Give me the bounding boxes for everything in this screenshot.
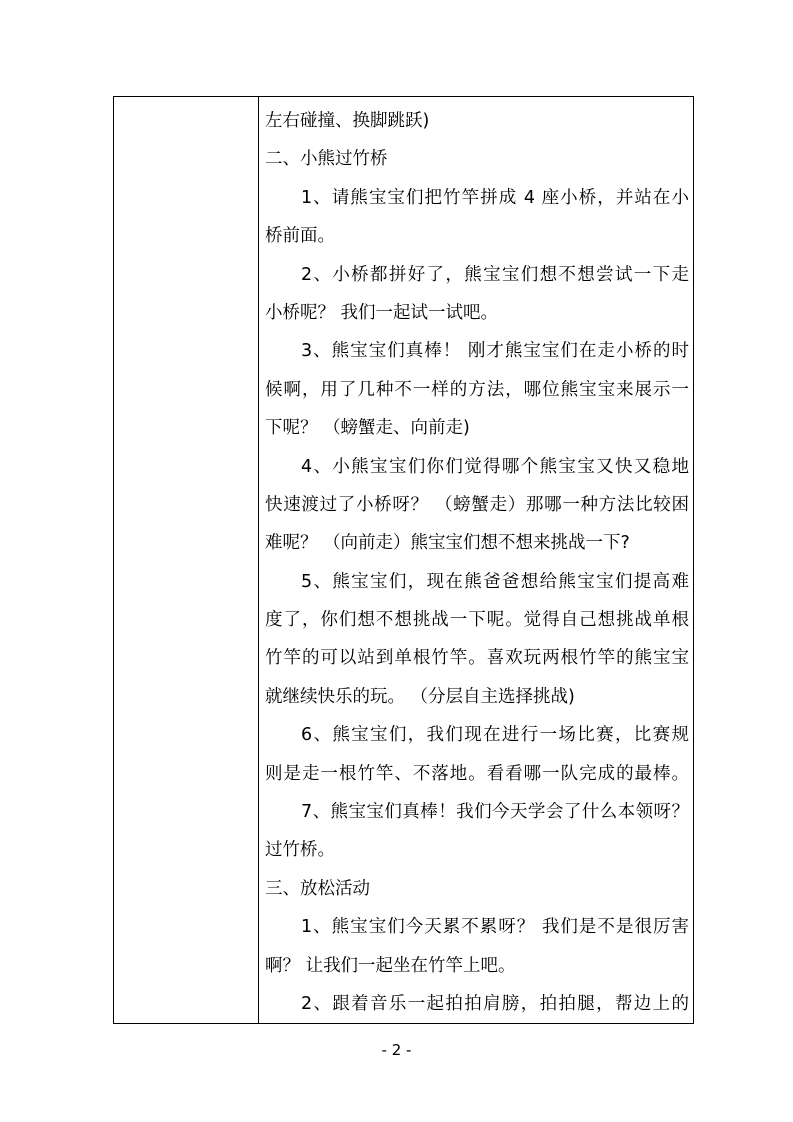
table-column-divider: [258, 96, 259, 1024]
text-line: 竹竿的可以站到单根竹竿。喜欢玩两根竹竿的熊宝宝: [265, 648, 689, 669]
text-line: 三、放松活动: [265, 878, 370, 899]
text-line: 左右碰撞、换脚跳跃): [265, 111, 430, 131]
text-line: 4、小熊宝宝们你们觉得哪个熊宝宝又快又稳地: [301, 456, 689, 477]
text-line: 5、熊宝宝们，现在熊爸爸想给熊宝宝们提高难: [301, 571, 689, 592]
text-line: 下呢？ （螃蟹走、向前走): [265, 418, 470, 439]
page-number: - 2 -: [381, 1041, 412, 1059]
text-line: 1、请熊宝宝们把竹竿拼成 4 座小桥，并站在小: [301, 187, 689, 208]
text-line: 3、熊宝宝们真棒！ 刚才熊宝宝们在走小桥的时: [301, 341, 689, 362]
text-line: 就继续快乐的玩。 （分层自主选择挑战): [265, 686, 575, 707]
lesson-content-cell: [265, 102, 689, 1023]
text-line: 7、熊宝宝们真棒！我们今天学会了什么本领呀？: [301, 802, 689, 823]
text-line: 候啊，用了几种不一样的方法，哪位熊宝宝来展示一: [265, 379, 689, 400]
text-line: 度了，你们想不想挑战一下呢。觉得自己想挑战单根: [265, 610, 689, 631]
text-line: 快速渡过了小桥呀？ （螃蟹走）那哪一种方法比较困: [265, 494, 689, 515]
text-line: 小桥呢？ 我们一起试一试吧。: [265, 302, 499, 323]
text-line: 二、小熊过竹桥: [265, 149, 388, 170]
text-line: 啊？ 让我们一起坐在竹竿上吧。: [265, 955, 516, 976]
text-line: 1、熊宝宝们今天累不累呀？ 我们是不是很厉害: [301, 917, 689, 938]
text-line: 桥前面。: [265, 226, 335, 247]
text-line: 则是走一根竹竿、不落地。看看哪一队完成的最棒。: [265, 763, 689, 784]
text-line: 难呢？ （向前走）熊宝宝们想不想来挑战一下?: [265, 533, 630, 554]
text-line: 6、熊宝宝们，我们现在进行一场比赛，比赛规: [301, 725, 689, 746]
text-line: 2、跟着音乐一起拍拍肩膀，拍拍腿，帮边上的: [301, 993, 689, 1014]
text-line: 2、小桥都拼好了，熊宝宝们想不想尝试一下走: [301, 264, 689, 285]
text-line: 过竹桥。: [265, 840, 335, 861]
